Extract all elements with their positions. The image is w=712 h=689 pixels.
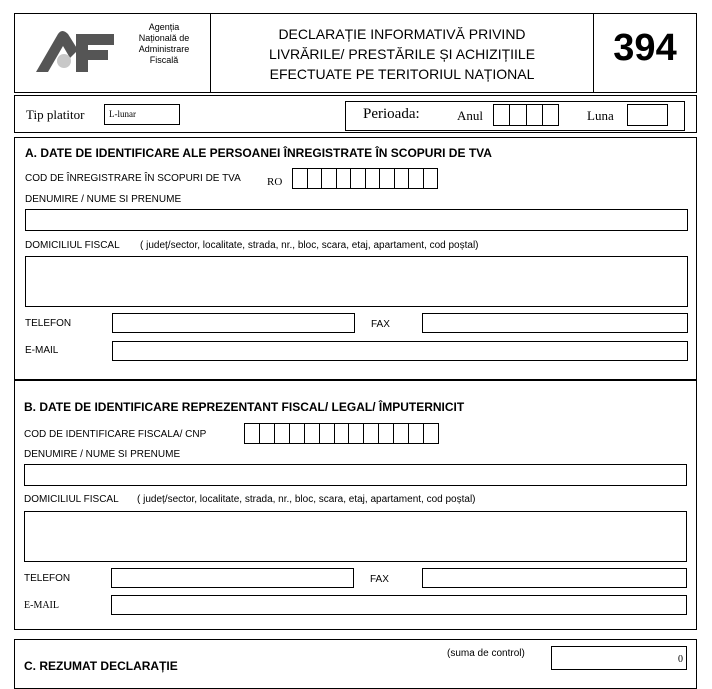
- perioada-label: Perioada:: [363, 106, 420, 122]
- digit-cell[interactable]: [394, 424, 409, 443]
- domiciliu-textarea[interactable]: [24, 511, 687, 562]
- digit-cell[interactable]: [366, 169, 381, 188]
- suma-control-input[interactable]: [551, 646, 687, 670]
- section-a-title: A. DATE DE IDENTIFICARE ALE PERSOANEI ÎNREGISTRATE ÎN SCOPURI DE TVA: [25, 146, 492, 160]
- digit-cell[interactable]: [349, 424, 364, 443]
- agency-line: Fiscală: [149, 55, 179, 65]
- title-line: DECLARAȚIE INFORMATIVĂ PRIVIND: [278, 26, 526, 42]
- domiciliu-hint: ( județ/sector, localitate, strada, nr., bloc, scara, etaj, apartament, cod poștal): [140, 240, 479, 251]
- digit-cell[interactable]: [322, 169, 337, 188]
- domiciliu-label: DOMICILIUL FISCAL: [25, 240, 120, 251]
- digit-cell[interactable]: [320, 424, 335, 443]
- form-title: [211, 24, 593, 84]
- telefon-label: TELEFON: [24, 573, 71, 584]
- cod-tva-label: COD DE ÎNREGISTRARE ÎN SCOPURI DE TVA: [25, 173, 241, 184]
- digit-cell[interactable]: [260, 424, 275, 443]
- title-line: LIVRĂRILE/ PRESTĂRILE ȘI ACHIZIȚIILE: [268, 46, 536, 62]
- telefon-input[interactable]: [111, 568, 354, 588]
- denumire-label: DENUMIRE / NUME SI PRENUME: [24, 449, 181, 460]
- agency-line: Agenția: [148, 22, 180, 32]
- denumire-label: DENUMIRE / NUME SI PRENUME: [25, 194, 182, 205]
- telefon-label: TELEFON: [25, 318, 72, 329]
- logo-a-shape: [36, 31, 78, 72]
- digit-cell[interactable]: [424, 169, 438, 188]
- digit-cell[interactable]: [275, 424, 290, 443]
- denumire-input[interactable]: [25, 209, 688, 231]
- digit-cell[interactable]: [293, 169, 308, 188]
- digit-cell[interactable]: [337, 169, 352, 188]
- digit-cell[interactable]: [308, 169, 323, 188]
- email-label: E-MAIL: [24, 600, 59, 611]
- form-number: 394: [613, 27, 677, 69]
- digit-cell[interactable]: [409, 169, 424, 188]
- fax-label: FAX: [371, 319, 390, 330]
- suma-control-label: (suma de control): [447, 648, 525, 659]
- digit-cell[interactable]: [543, 105, 558, 125]
- section-b: [14, 380, 697, 630]
- tip-platitor-label: Tip platitor: [26, 107, 85, 122]
- fax-label: FAX: [370, 574, 389, 585]
- agency-line: Administrare: [138, 44, 190, 54]
- email-input[interactable]: [112, 341, 688, 361]
- cod-fiscal-input[interactable]: [244, 423, 439, 444]
- digit-cell[interactable]: [424, 424, 438, 443]
- section-b-title: B. DATE DE IDENTIFICARE REPREZENTANT FISCAL/ LEGAL/ ÎMPUTERNICIT: [24, 400, 465, 414]
- anaf-logo: [34, 28, 116, 76]
- luna-label: Luna: [587, 108, 614, 123]
- digit-cell[interactable]: [305, 424, 320, 443]
- domiciliu-hint: ( județ/sector, localitate, strada, nr., bloc, scara, etaj, apartament, cod poștal): [137, 494, 476, 505]
- telefon-input[interactable]: [112, 313, 355, 333]
- agency-line: Națională de: [138, 33, 190, 43]
- digit-cell[interactable]: [379, 424, 394, 443]
- anul-label: Anul: [457, 108, 483, 123]
- suma-control-value: 0: [678, 654, 683, 665]
- logo-f-shape: [76, 34, 114, 72]
- digit-cell[interactable]: [364, 424, 379, 443]
- digit-cell[interactable]: [380, 169, 395, 188]
- digit-cell[interactable]: [494, 105, 510, 125]
- cod-tva-input[interactable]: [292, 168, 438, 189]
- fax-input[interactable]: [422, 313, 688, 333]
- cod-fiscal-label: COD DE IDENTIFICARE FISCALA/ CNP: [24, 429, 207, 440]
- digit-cell[interactable]: [245, 424, 260, 443]
- digit-cell[interactable]: [409, 424, 424, 443]
- digit-cell[interactable]: [335, 424, 350, 443]
- ro-prefix: RO: [267, 176, 283, 188]
- digit-cell[interactable]: [510, 105, 526, 125]
- tip-platitor-value: L-lunar: [109, 109, 136, 119]
- digit-cell[interactable]: [290, 424, 305, 443]
- agency-name: [120, 22, 208, 66]
- logo-dot: [57, 54, 71, 68]
- email-input[interactable]: [111, 595, 687, 615]
- email-label: E-MAIL: [25, 345, 59, 356]
- digit-cell[interactable]: [395, 169, 410, 188]
- tip-platitor-select[interactable]: [104, 104, 180, 125]
- domiciliu-label: DOMICILIUL FISCAL: [24, 494, 119, 505]
- digit-cell[interactable]: [351, 169, 366, 188]
- domiciliu-textarea[interactable]: [25, 256, 688, 307]
- digit-cell[interactable]: [527, 105, 543, 125]
- luna-input[interactable]: [627, 104, 668, 126]
- title-line: EFECTUATE PE TERITORIUL NAȚIONAL: [269, 66, 535, 82]
- section-c-title: C. REZUMAT DECLARAȚIE: [24, 659, 178, 673]
- fax-input[interactable]: [422, 568, 687, 588]
- anul-input[interactable]: [493, 104, 559, 126]
- denumire-input[interactable]: [24, 464, 687, 486]
